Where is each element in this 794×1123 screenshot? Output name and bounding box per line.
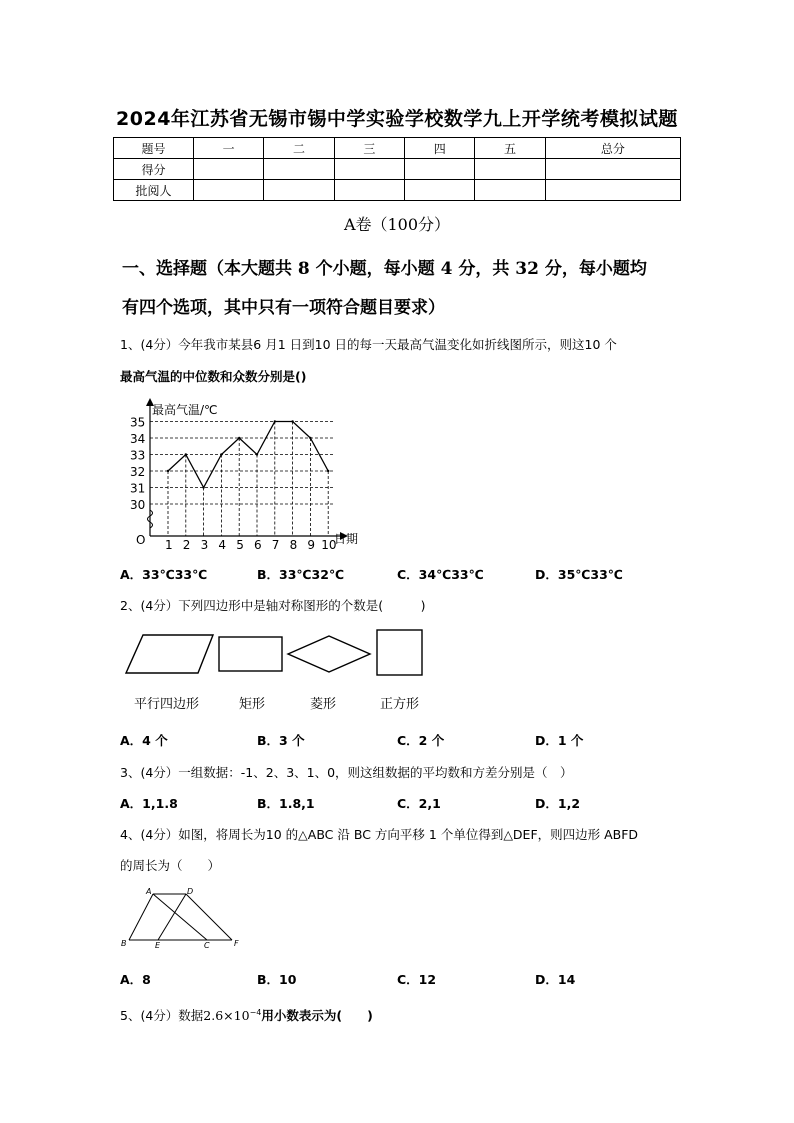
q5-exponent: −4 bbox=[249, 1007, 262, 1017]
x-tick-label-3: 3 bbox=[200, 538, 209, 552]
part1-heading-line1: 一、选择题（本大题共 8 个小题，每小题 4 分，共 32 分，每小题均 bbox=[122, 259, 647, 279]
table-cell: 一 bbox=[194, 138, 264, 159]
score-cell bbox=[194, 159, 264, 180]
data-point-day-4 bbox=[220, 453, 222, 455]
table-cell: 得分 bbox=[114, 159, 194, 180]
q3-option-d: D．1,2 bbox=[535, 796, 581, 811]
label-c: C bbox=[204, 941, 210, 949]
quadrilateral-figures bbox=[118, 625, 438, 680]
origin-label: O bbox=[136, 533, 146, 547]
x-axis-label: 日期 bbox=[334, 532, 359, 546]
q1-option-a: A．33℃33℃ bbox=[120, 567, 208, 582]
table-row bbox=[114, 138, 681, 159]
label-b: B bbox=[121, 939, 127, 948]
q1-line2: 最高气温的中位数和众数分别是() bbox=[120, 369, 307, 384]
y-tick-label-30: 30 bbox=[130, 498, 146, 512]
q2-text: 2、(4分）下列四边形中是轴对称图形的个数是( ) bbox=[120, 598, 426, 613]
q1-option-b: B．33℃32℃ bbox=[257, 567, 345, 582]
section-a-heading: A卷（100分） bbox=[343, 215, 451, 234]
rectangle-shape bbox=[219, 637, 282, 671]
segment-ab bbox=[129, 894, 153, 940]
square-label: 正方形 bbox=[380, 697, 420, 712]
q3-text: 3、(4分）一组数据：-1、2、3、1、0，则这组数据的平均数和方差分别是（ ） bbox=[120, 765, 573, 780]
x-tick-label-2: 2 bbox=[182, 538, 191, 552]
q3-option-c: C．2,1 bbox=[397, 796, 441, 811]
score-cell bbox=[264, 159, 334, 180]
q2-option-a: A．4 个 bbox=[120, 733, 168, 748]
score-cell bbox=[405, 159, 475, 180]
y-axis-label: 最高气温/℃ bbox=[152, 403, 218, 417]
rhombus-label: 菱形 bbox=[310, 697, 337, 712]
score-cell bbox=[475, 159, 545, 180]
q2-option-b: B．3 个 bbox=[257, 733, 305, 748]
x-tick-label-9: 9 bbox=[307, 538, 316, 552]
score-cell bbox=[194, 180, 264, 201]
table-row bbox=[114, 159, 681, 180]
segment-df bbox=[186, 894, 232, 940]
score-cell bbox=[334, 159, 404, 180]
table-cell: 题号 bbox=[114, 138, 194, 159]
data-point-day-5 bbox=[238, 437, 240, 439]
y-tick-label-34: 34 bbox=[130, 432, 146, 446]
parallelogram-shape bbox=[126, 635, 213, 673]
score-cell bbox=[405, 180, 475, 201]
table-row bbox=[114, 180, 681, 201]
q3-option-a: A．1,1.8 bbox=[120, 796, 178, 811]
table-cell: 批阅人 bbox=[114, 180, 194, 201]
q4-option-d: D．14 bbox=[535, 972, 576, 987]
rhombus-shape bbox=[288, 636, 370, 672]
q4-option-b: B．10 bbox=[257, 972, 297, 987]
q2-option-c: C．2 个 bbox=[397, 733, 445, 748]
x-tick-label-10: 10 bbox=[321, 538, 337, 552]
data-point-day-9 bbox=[309, 437, 311, 439]
score-cell bbox=[264, 180, 334, 201]
data-point-day-10 bbox=[327, 470, 329, 472]
q5-text bbox=[120, 1006, 373, 1024]
label-d: D bbox=[187, 887, 194, 896]
rectangle-label: 矩形 bbox=[239, 697, 266, 712]
y-tick-label-31: 31 bbox=[130, 481, 146, 496]
score-table bbox=[113, 137, 681, 201]
score-cell bbox=[475, 180, 545, 201]
table-cell: 二 bbox=[264, 138, 334, 159]
segment-ac bbox=[153, 894, 207, 940]
label-a: A bbox=[146, 887, 152, 896]
table-cell: 三 bbox=[334, 138, 404, 159]
q4-option-c: C．12 bbox=[397, 972, 437, 987]
data-point-day-7 bbox=[274, 420, 276, 422]
q1-line1: 1、(4分）今年我市某县6 月1 日到10 日的每一天最高气温变化如折线图所示，则这10 个 bbox=[120, 337, 617, 352]
y-tick-label-32: 32 bbox=[130, 465, 146, 479]
x-tick-label-5: 5 bbox=[236, 538, 244, 552]
x-tick-label-1: 1 bbox=[165, 538, 173, 552]
square-shape bbox=[377, 630, 422, 675]
data-point-day-2 bbox=[185, 453, 187, 455]
q1-option-c: C．34℃33℃ bbox=[397, 567, 484, 582]
q5-number: 2.6×10 bbox=[203, 1008, 250, 1023]
score-cell bbox=[334, 180, 404, 201]
q4-line2: 的周长为（ ） bbox=[120, 858, 221, 873]
q5-suffix: 用小数表示为( ) bbox=[261, 1008, 373, 1023]
q2-option-d: D．1 个 bbox=[535, 733, 584, 748]
q4-option-a: A．8 bbox=[120, 972, 151, 987]
data-point-day-3 bbox=[202, 486, 204, 488]
data-point-day-8 bbox=[291, 420, 293, 422]
q4-line1: 4、(4分）如图，将周长为10 的△ABC 沿 BC 方向平移 1 个单位得到△DEF，则四边形 ABFD bbox=[120, 827, 639, 842]
x-tick-label-4: 4 bbox=[218, 538, 227, 552]
label-e: E bbox=[155, 941, 161, 949]
score-cell bbox=[545, 180, 680, 201]
x-tick-label-8: 8 bbox=[289, 538, 298, 552]
label-f: F bbox=[234, 939, 239, 948]
data-point-day-6 bbox=[256, 453, 258, 455]
table-cell: 四 bbox=[405, 138, 475, 159]
segment-de bbox=[158, 894, 186, 940]
q5-prefix: 5、(4分）数据 bbox=[120, 1008, 204, 1023]
translation-triangle-figure bbox=[118, 884, 248, 949]
score-cell bbox=[545, 159, 680, 180]
table-cell: 五 bbox=[475, 138, 545, 159]
temperature-line-chart bbox=[128, 398, 368, 553]
data-point-day-1 bbox=[167, 470, 169, 472]
q1-option-d: D．35℃33℃ bbox=[535, 567, 623, 582]
x-tick-label-7: 7 bbox=[271, 538, 280, 552]
y-tick-label-35: 35 bbox=[130, 415, 146, 430]
q3-option-b: B．1.8,1 bbox=[257, 796, 315, 811]
part1-heading-line2: 有四个选项，其中只有一项符合题目要求） bbox=[122, 298, 445, 318]
y-tick-label-33: 33 bbox=[130, 448, 146, 463]
table-cell: 总分 bbox=[545, 138, 680, 159]
page-title: 2024年江苏省无锡市锡中学实验学校数学九上开学统考模拟试题 bbox=[116, 108, 678, 130]
x-tick-label-6: 6 bbox=[254, 538, 262, 552]
parallelogram-label: 平行四边形 bbox=[134, 697, 200, 712]
